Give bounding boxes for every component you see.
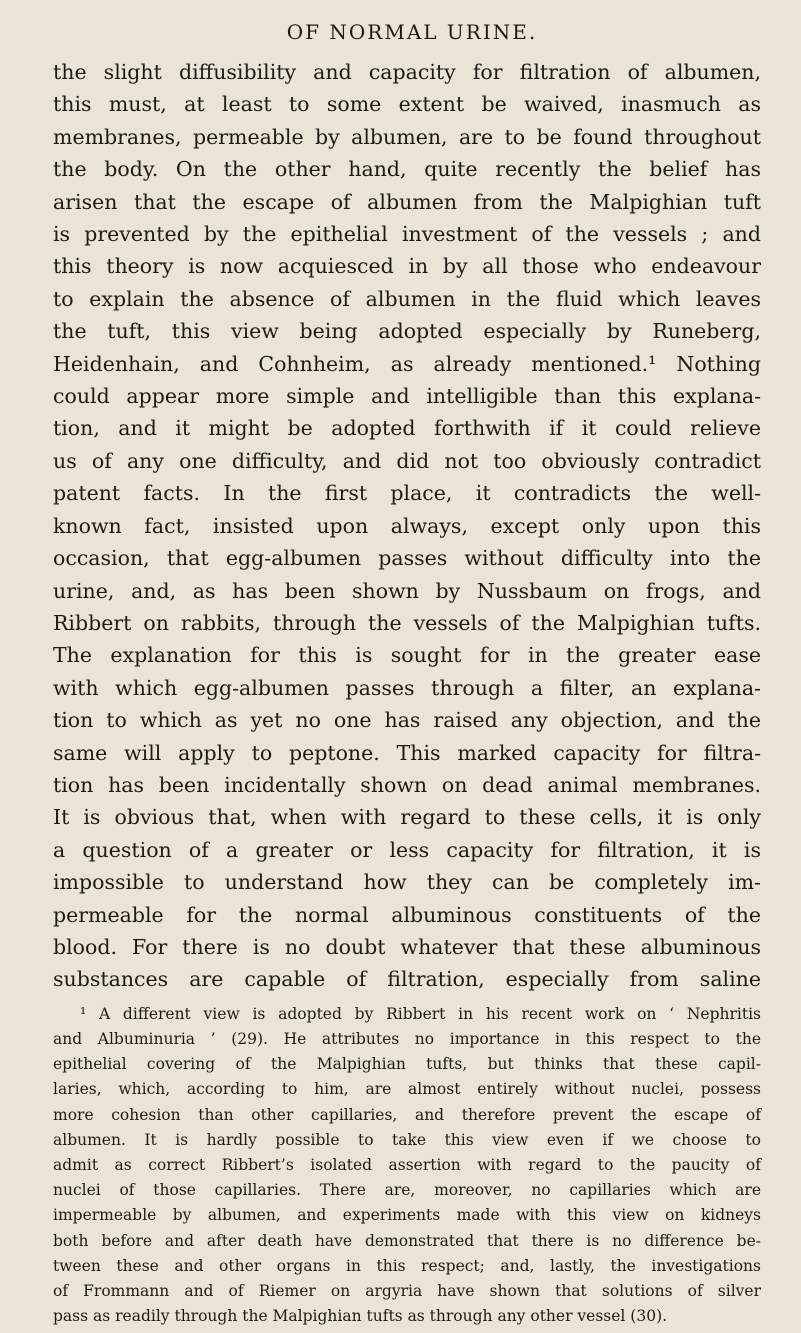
footnote — [53, 1002, 761, 1330]
footnote-line: ¹ A different view is adopted by Ribbert in his recent work on ‘ Nephritis — [80, 1004, 761, 1023]
text-line: blood. For there is no doubt whatever that these albuminous — [53, 934, 761, 959]
footnote-line: epithelial covering of the Malpighian tufts, but thinks that these capil- — [53, 1055, 761, 1074]
text-line: occasion, that egg-albumen passes without difficulty into the — [53, 546, 761, 571]
main-text — [53, 56, 761, 996]
footnote-line: admit as correct Ribbert’s isolated assertion with regard to the paucity of — [53, 1156, 761, 1174]
text-line: urine, and, as has been shown by Nussbaum on frogs, and — [53, 578, 761, 603]
text-line: tion to which as yet no one has raised any objection, and the — [53, 708, 761, 733]
text-line: this theory is now acquiesced in by all those who endeavour — [53, 254, 761, 279]
footnote-line: and Albuminuria ’ (29). He attributes no importance in this respect to the — [53, 1029, 761, 1048]
text-line: impossible to understand how they can be completely im- — [53, 870, 761, 895]
text-line: The explanation for this is sought for in the greater ease — [53, 643, 761, 668]
text-line: substances are capable of filtration, especially from saline — [53, 967, 761, 992]
footnote-line: of Frommann and of Riemer on argyria have shown that solutions of silver — [53, 1282, 761, 1301]
text-line: to explain the absence of albumen in the fluid which leaves — [53, 286, 761, 311]
text-line: is prevented by the epithelial investment of the vessels ; and — [53, 222, 761, 247]
text-line: the body. On the other hand, quite recently the belief has — [53, 157, 761, 182]
text-line: Ribbert on rabbits, through the vessels of the Malpighian tufts. — [53, 610, 761, 635]
text-line: could appear more simple and intelligible than this explana- — [53, 384, 761, 409]
text-line: known fact, insisted upon always, except only upon this — [53, 513, 761, 538]
text-line: Heidenhain, and Cohnheim, as already mentioned.¹ Nothing — [53, 351, 761, 376]
footnote-line: impermeable by albumen, and experiments made with this view on kidneys — [53, 1206, 761, 1225]
text-line: tion has been incidentally shown on dead animal membranes. — [53, 772, 761, 797]
text-line: this must, at least to some extent be waived, inasmuch as — [53, 92, 761, 117]
text-line: membranes, permeable by albumen, are to be found throughout — [53, 124, 761, 149]
footnote-line: pass as readily through the Malpighian tufts as through any other vessel (30). — [53, 1307, 668, 1326]
running-header: OF NORMAL URINE. — [286, 20, 538, 44]
footnote-line: albumen. It is hardly possible to take this view even if we choose to — [53, 1130, 761, 1149]
text-line: the tuft, this view being adopted especially by Runeberg, — [53, 319, 761, 344]
text-line: same will apply to peptone. This marked capacity for filtra- — [53, 740, 761, 765]
text-line: tion, and it might be adopted forthwith if it could relieve — [53, 416, 761, 441]
text-line: with which egg-albumen passes through a filter, an explana- — [53, 675, 761, 700]
text-line: patent facts. In the first place, it contradicts the well- — [53, 481, 761, 506]
text-line: the slight diffusibility and capacity for filtration of albumen, — [53, 60, 761, 84]
footnote-line: more cohesion than other capillaries, and therefore prevent the escape of — [53, 1105, 761, 1124]
text-line: a question of a greater or less capacity for filtration, it is — [53, 837, 761, 862]
text-line: It is obvious that, when with regard to these cells, it is only — [53, 805, 761, 830]
footnote-line: both before and after death have demonstrated that there is no difference be- — [53, 1231, 761, 1250]
footnote-line: laries, which, according to him, are almost entirely without nuclei, possess — [53, 1080, 761, 1099]
text-line: arisen that the escape of albumen from the Malpighian tuft — [53, 189, 761, 214]
text-line: us of any one difficulty, and did not too obviously contradict — [53, 448, 761, 473]
text-line: permeable for the normal albuminous constituents of the — [53, 902, 761, 927]
footnote-line: nuclei of those capillaries. There are, moreover, no capillaries which are — [53, 1181, 761, 1200]
footnote-line: tween these and other organs in this respect; and, lastly, the investigations — [53, 1256, 761, 1275]
